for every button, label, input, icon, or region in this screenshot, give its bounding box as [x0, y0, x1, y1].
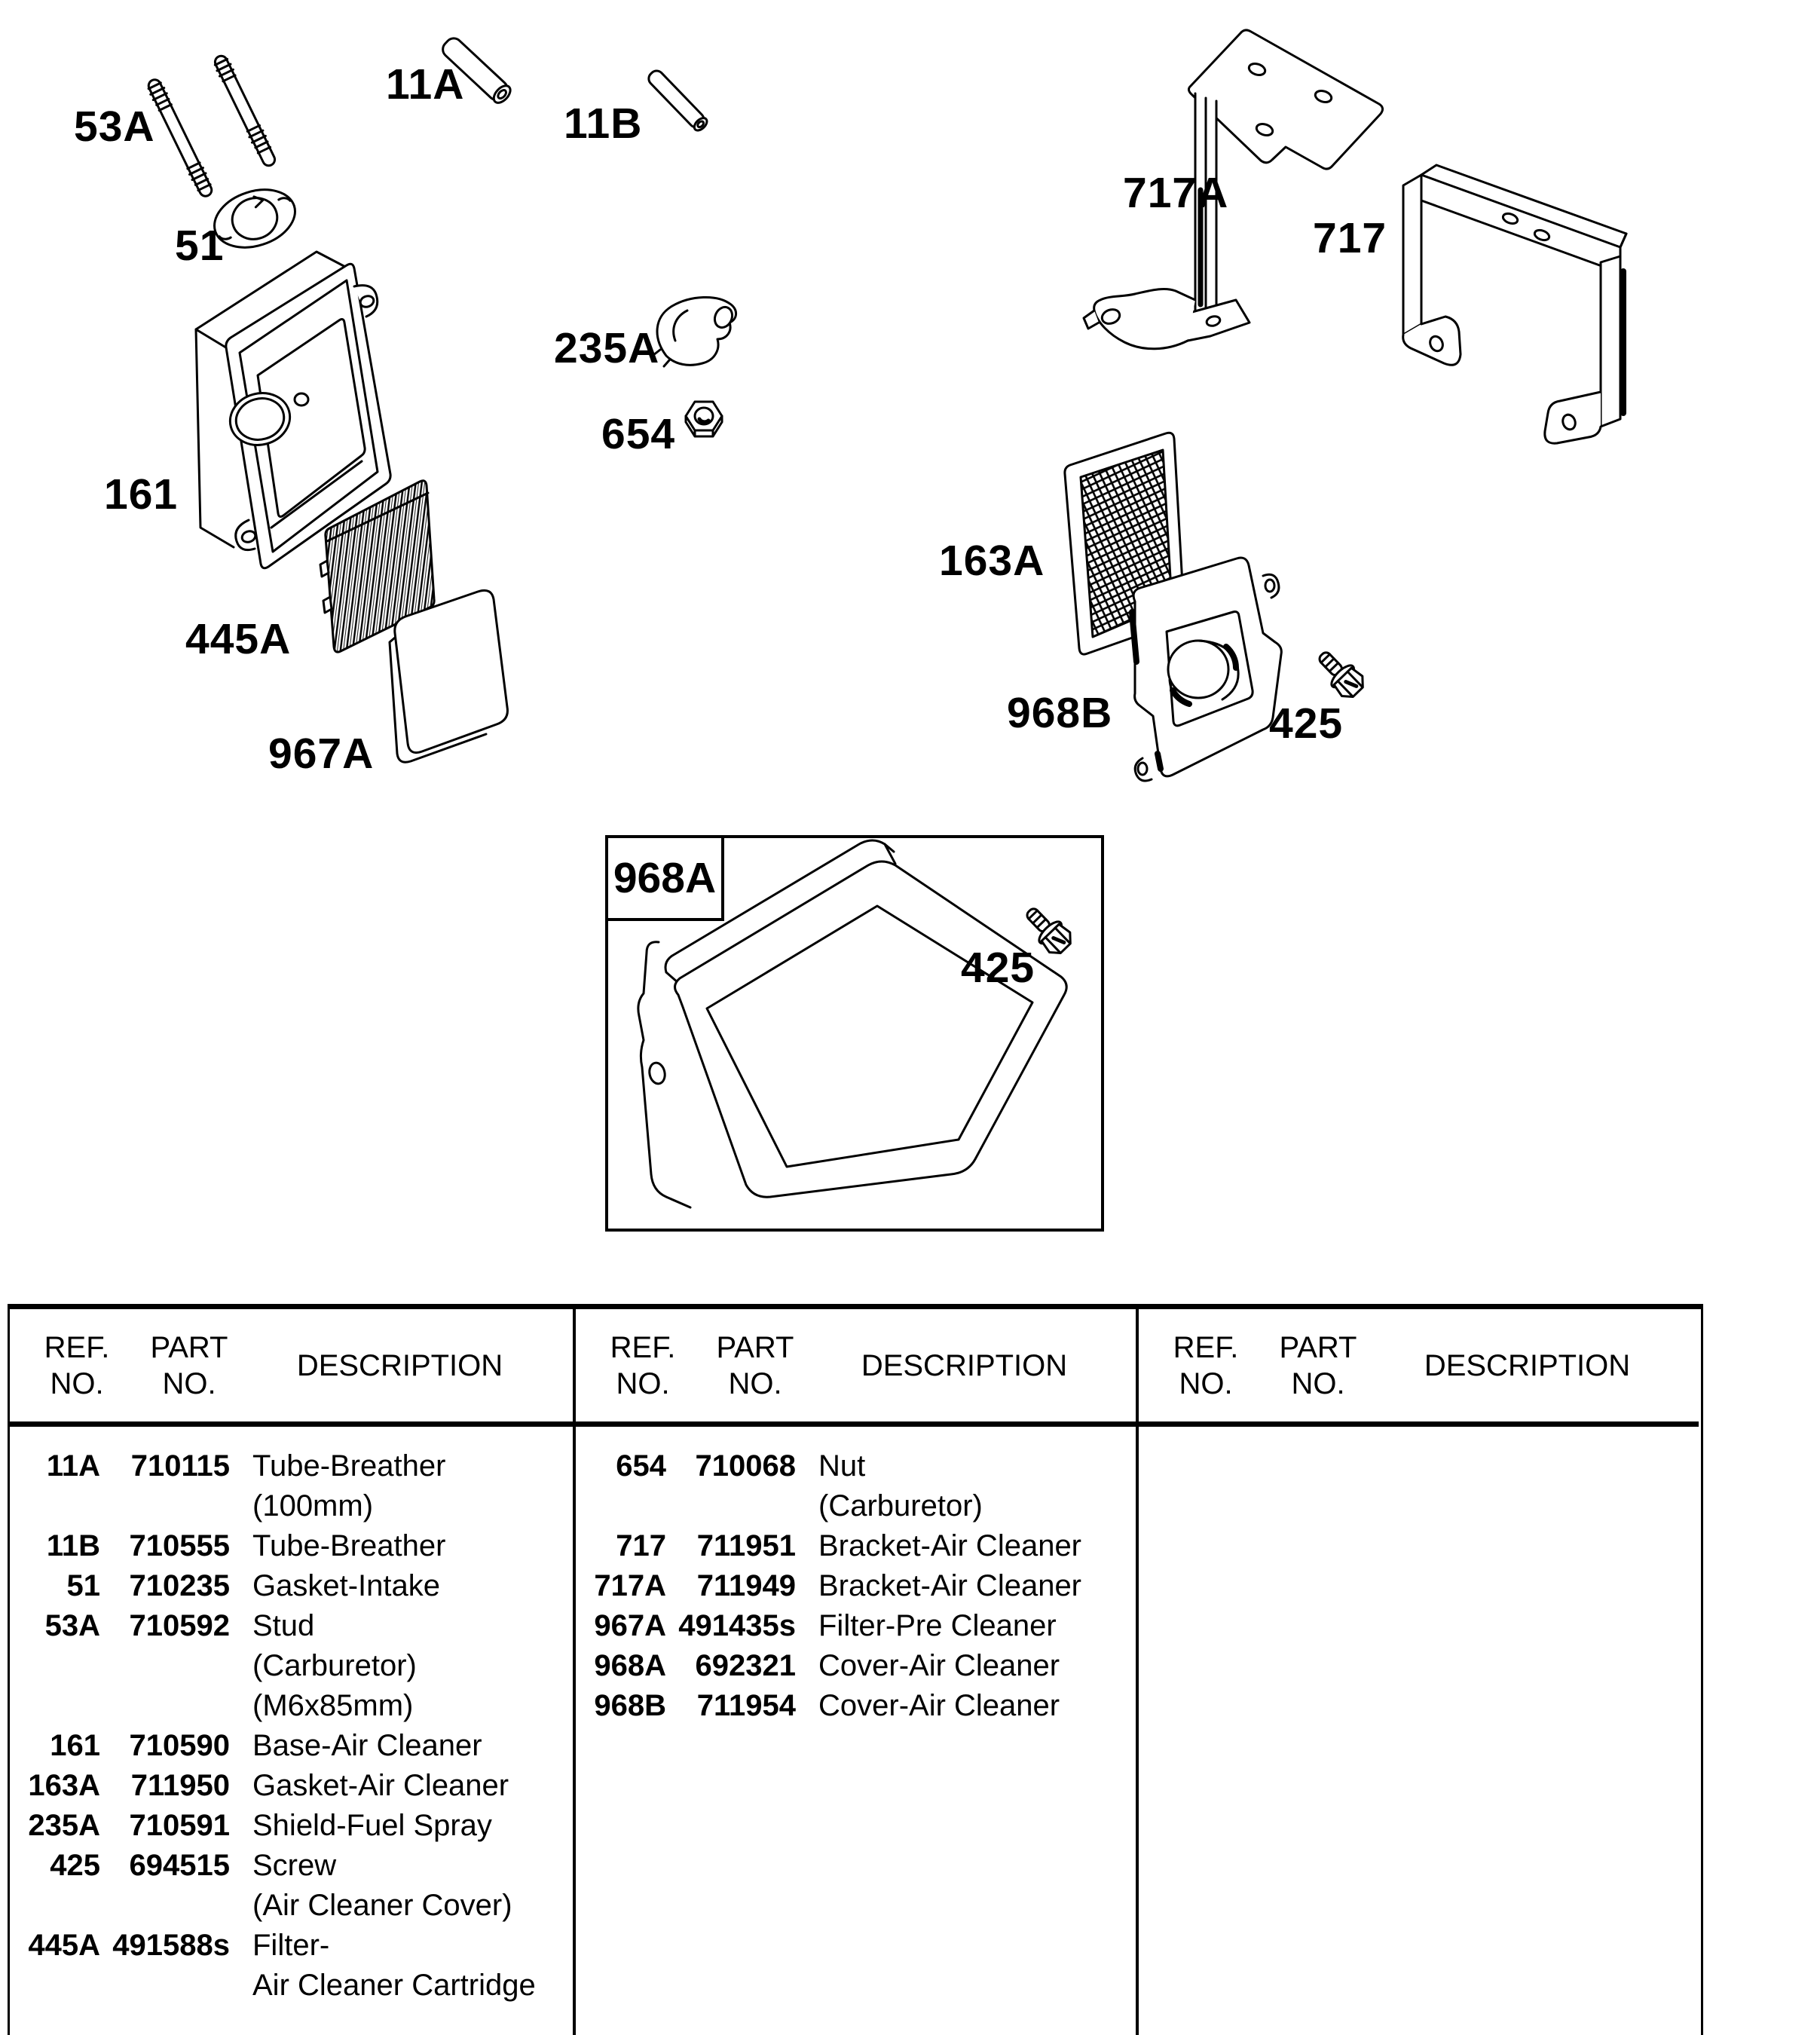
table-row	[10, 1566, 573, 1606]
stud-pair-drawing	[145, 54, 278, 199]
cell-desc: Nut	[818, 1449, 866, 1483]
table-row	[10, 1486, 573, 1526]
header-desc: DESCRIPTION	[1424, 1348, 1631, 1382]
table-rows-2	[576, 1427, 1136, 1726]
pre-cleaner-filter-drawing	[390, 590, 507, 762]
cell-desc: Filter-	[252, 1929, 330, 1962]
header-ref-line1: REF.	[44, 1330, 110, 1364]
table-row	[576, 1646, 1136, 1686]
cell-ref: 717	[616, 1529, 666, 1562]
cell-desc: Tube-Breather	[252, 1449, 446, 1483]
callout-163A: 163A	[939, 537, 1045, 585]
header-ref-line2: NO.	[50, 1366, 104, 1400]
table-column-1	[10, 1309, 573, 2035]
cell-desc: Cover-Air Cleaner	[818, 1649, 1060, 1682]
cell-part: 710590	[129, 1729, 230, 1762]
callout-717: 717	[1313, 214, 1387, 262]
cell-ref: 967A	[594, 1609, 666, 1642]
cell-desc: Screw	[252, 1849, 337, 1882]
header-part-line2: NO.	[162, 1366, 216, 1400]
cell-desc: (Carburetor)	[252, 1649, 417, 1682]
table-row	[10, 1446, 573, 1486]
cell-desc: Filter-Pre Cleaner	[818, 1609, 1057, 1642]
table-header	[10, 1309, 573, 1427]
cell-ref	[576, 1486, 666, 1526]
header-desc: DESCRIPTION	[296, 1348, 503, 1382]
callout-425-box: 425	[961, 944, 1035, 992]
cell-ref: 968B	[594, 1689, 666, 1722]
cell-desc: Gasket-Intake	[252, 1569, 441, 1602]
table-column-3	[1136, 1309, 1699, 2035]
table-rows-1	[10, 1427, 573, 2006]
callout-717A: 717A	[1123, 169, 1229, 217]
cell-desc: Shield-Fuel Spray	[252, 1809, 492, 1842]
cell-part: 710115	[130, 1449, 230, 1483]
callout-53A: 53A	[74, 103, 155, 151]
cell-ref	[10, 1646, 100, 1686]
cell-part: 710235	[129, 1569, 230, 1602]
cell-desc: Bracket-Air Cleaner	[818, 1569, 1082, 1602]
callout-161: 161	[104, 470, 179, 519]
parts-table	[8, 1304, 1703, 2035]
header-ref-line2: NO.	[616, 1366, 670, 1400]
table-row	[576, 1526, 1136, 1566]
cell-ref: 51	[66, 1569, 100, 1602]
table-header	[576, 1309, 1136, 1427]
fuel-spray-shield-drawing	[653, 297, 736, 366]
header-part-line2: NO.	[728, 1366, 782, 1400]
cell-part	[100, 1686, 230, 1726]
callout-967A: 967A	[268, 730, 375, 778]
cell-desc: Cover-Air Cleaner	[818, 1689, 1060, 1722]
cell-ref: 161	[50, 1729, 100, 1762]
header-part-line1: PART	[716, 1330, 794, 1364]
cell-part: 710555	[129, 1529, 230, 1562]
table-row	[10, 1526, 573, 1566]
cell-part	[100, 1486, 230, 1526]
table-row	[10, 1766, 573, 1806]
cell-desc: (100mm)	[252, 1489, 374, 1522]
header-ref-line1: REF.	[610, 1330, 676, 1364]
table-row	[576, 1446, 1136, 1486]
table-row	[10, 1726, 573, 1766]
cell-part: 710591	[129, 1809, 230, 1842]
header-part-line2: NO.	[1291, 1366, 1345, 1400]
cell-part	[100, 1886, 230, 1926]
inset-frame-968A	[605, 835, 1104, 1232]
cell-ref	[10, 1686, 100, 1726]
cell-part: 692321	[695, 1649, 796, 1682]
callout-445A: 445A	[185, 615, 292, 663]
cell-ref: 654	[616, 1449, 666, 1483]
cell-desc: Stud	[252, 1609, 315, 1642]
cell-ref: 717A	[594, 1569, 666, 1602]
cell-ref: 968A	[594, 1649, 666, 1682]
cell-part: 711951	[696, 1529, 796, 1562]
cell-part: 711950	[130, 1769, 230, 1802]
table-row	[10, 1926, 573, 1966]
table-header	[1139, 1309, 1699, 1427]
cell-desc: (M6x85mm)	[252, 1689, 414, 1722]
cell-ref	[10, 1886, 100, 1926]
cell-part: 710592	[129, 1609, 230, 1642]
cell-part: 491588s	[112, 1929, 230, 1962]
callout-11B: 11B	[564, 99, 643, 148]
callout-968B: 968B	[1007, 689, 1113, 737]
table-row	[10, 1846, 573, 1886]
table-row	[10, 1646, 573, 1686]
header-ref-line1: REF.	[1173, 1330, 1239, 1364]
cover-screw-drawing	[1311, 644, 1368, 702]
cell-part: 711949	[696, 1569, 796, 1602]
callout-654: 654	[601, 410, 676, 458]
cover-air-cleaner-968B-drawing	[1132, 558, 1281, 781]
callout-51: 51	[175, 222, 225, 270]
table-row	[10, 1686, 573, 1726]
carburetor-nut-drawing	[686, 402, 722, 436]
cell-desc: Bracket-Air Cleaner	[818, 1529, 1082, 1562]
table-row	[10, 1886, 573, 1926]
cell-ref: 425	[50, 1849, 100, 1882]
cell-part: 491435s	[678, 1609, 796, 1642]
cell-ref: 445A	[28, 1929, 100, 1962]
callout-968A: 968A	[605, 835, 724, 921]
callout-235A: 235A	[554, 324, 660, 372]
cell-ref: 235A	[28, 1809, 100, 1842]
header-part-line1: PART	[150, 1330, 228, 1364]
cell-part	[666, 1486, 796, 1526]
cell-ref: 163A	[28, 1769, 100, 1802]
callout-425-right: 425	[1269, 699, 1344, 748]
cell-desc: Air Cleaner Cartridge	[252, 1969, 536, 2002]
cell-part: 694515	[129, 1849, 230, 1882]
table-rows-3	[1139, 1427, 1699, 1446]
header-desc: DESCRIPTION	[861, 1348, 1068, 1382]
cell-ref	[10, 1966, 100, 2006]
table-row	[576, 1486, 1136, 1526]
cell-desc: Base-Air Cleaner	[252, 1729, 482, 1762]
table-row	[576, 1606, 1136, 1646]
breather-tube-small-drawing	[646, 68, 709, 133]
cell-ref: 11B	[46, 1529, 100, 1562]
cell-desc: Tube-Breather	[252, 1529, 446, 1562]
cell-part: 710068	[695, 1449, 796, 1483]
cell-part: 711954	[696, 1689, 796, 1722]
callout-11A: 11A	[386, 60, 465, 109]
cell-part	[100, 1646, 230, 1686]
cell-desc: Gasket-Air Cleaner	[252, 1769, 509, 1802]
cell-ref: 53A	[44, 1609, 100, 1642]
cell-ref: 11A	[46, 1449, 100, 1483]
table-column-2	[573, 1309, 1136, 2035]
cell-desc: (Air Cleaner Cover)	[252, 1889, 512, 1922]
cell-ref	[10, 1486, 100, 1526]
table-row	[10, 1606, 573, 1646]
table-row	[10, 1806, 573, 1846]
cell-desc: (Carburetor)	[818, 1489, 983, 1522]
header-part-line1: PART	[1279, 1330, 1357, 1364]
table-row	[576, 1686, 1136, 1726]
cell-part	[100, 1966, 230, 2006]
table-row	[10, 1966, 573, 2006]
bracket-air-cleaner-717-drawing	[1403, 165, 1626, 443]
table-row	[576, 1566, 1136, 1606]
header-ref-line2: NO.	[1179, 1366, 1233, 1400]
